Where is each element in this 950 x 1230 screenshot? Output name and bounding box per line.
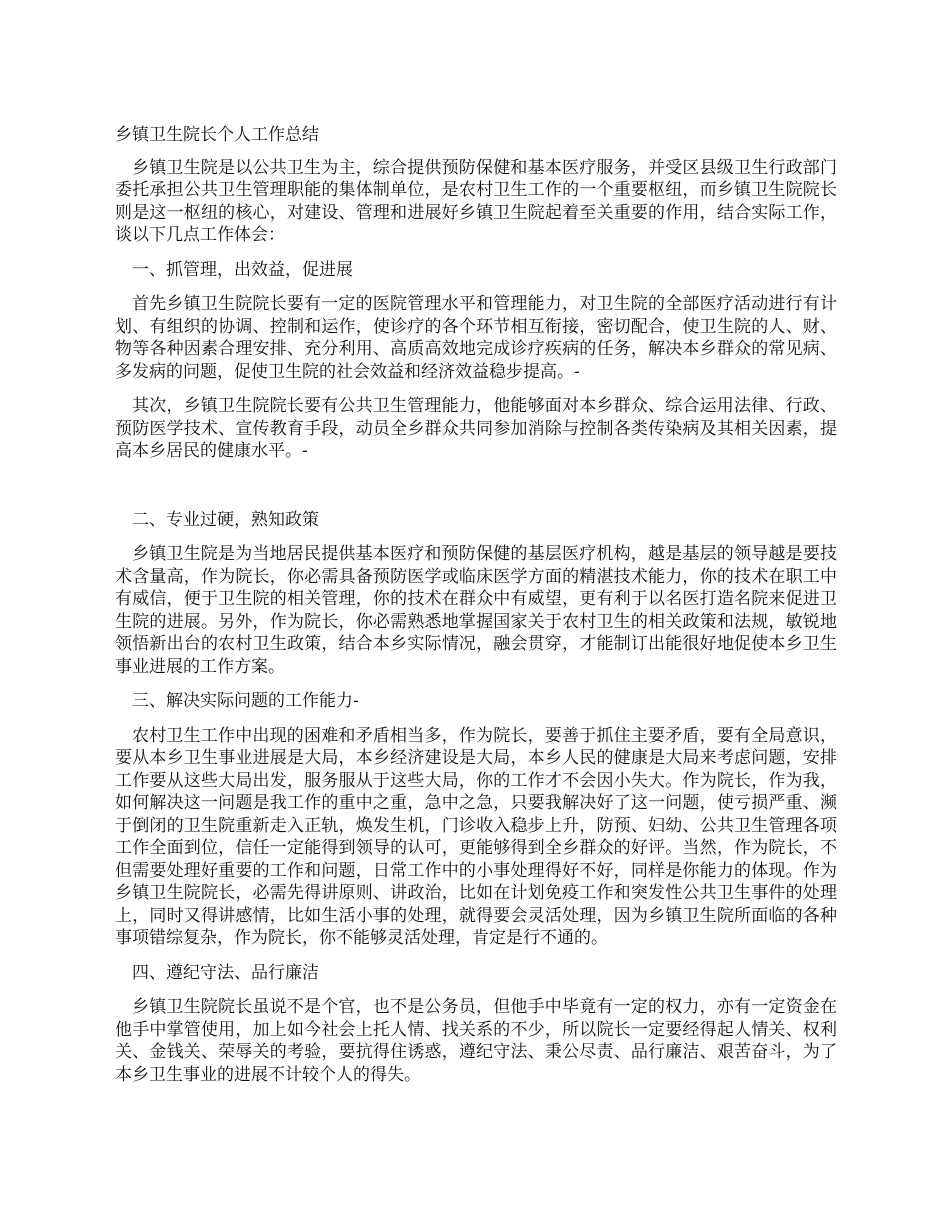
intro-paragraph: 乡镇卫生院是以公共卫生为主，综合提供预防保健和基本医疗服务，并受区县级卫生行政部门委托承担公共卫生管理职能的集体制单位，是农村卫生工作的一个重要枢纽，而乡镇卫生院院长则是这一枢纽的核心，对建设、管理和进展好乡镇卫生院起着至关重要的作用，结合实际工作，谈以下几点工作体会： [115, 157, 837, 245]
document-body [115, 124, 837, 1098]
section-3-paragraph-1: 农村卫生工作中出现的困难和矛盾相当多，作为院长，要善于抓住主要矛盾，要有全局意识，要从本乡卫生事业进展是大局，本乡经济建设是大局，本乡人民的健康是大局来考虑问题，安排工作要从这些大局出发，服务服从于这些大局，你的工作才不会因小失大。作为院长，作为我，如何解决这一问题是我工作的重中之重，急中之急，只要我解决好了这一问题，使亏损严重、濒于倒闭的卫生院重新走入正轨，焕发生机，门诊收入稳步上升，防预、妇幼、公共卫生管理各项工作全面到位，信任一定能得到领导的认可，更能够得到全乡群众的好评。当然，作为院长，不但需要处理好重要的工作和问题，日常工作中的小事处理得好不好，同样是你能力的体现。作为乡镇卫生院院长，必需先得讲原则、讲政治，比如在计划免疫工作和突发性公共卫生事件的处理上，同时又得讲感情，比如生活小事的处理，就得要会灵活处理，因为乡镇卫生院所面临的各种事项错综复杂，作为院长，你不能够灵活处理，肯定是行不通的。 [115, 725, 837, 948]
section-4-heading: 四、遵纪守法、品行廉洁 [132, 962, 319, 983]
document-title: 乡镇卫生院长个人工作总结 [115, 125, 319, 145]
section-2-heading: 二、专业过硬，熟知政策 [132, 509, 319, 530]
section-1-heading: 一、抓管理，出效益，促进展 [132, 259, 353, 280]
section-1-paragraph-1: 首先乡镇卫生院院长要有一定的医院管理水平和管理能力，对卫生院的全部医疗活动进行有计划、有组织的协调、控制和运作，使诊疗的各个环节相互衔接，密切配合，使卫生院的人、财、物等各种因素合理安排、充分利用、高质高效地完成诊疗疾病的任务，解决本乡群众的常见病、多发病的问题，促使卫生院的社会效益和经济效益稳步提高。- [115, 294, 837, 382]
section-1-paragraph-2: 其次，乡镇卫生院院长要有公共卫生管理能力，他能够面对本乡群众、综合运用法律、行政、预防医学技术、宣传教育手段，动员全乡群众共同参加消除与控制各类传染病及其相关因素，提高本乡居民的健康水平。- [115, 396, 837, 461]
blank-gap [115, 475, 837, 509]
section-2-paragraph-1: 乡镇卫生院是为当地居民提供基本医疗和预防保健的基层医疗机构，越是基层的领导越是要技术含量高，作为院长，你必需具备预防医学或临床医学方面的精湛技术能力，你的技术在职工中有威信，便于卫生院的相关管理，你的技术在群众中有威望，更有利于以名医打造名院来促进卫生院的进展。另外，作为院长，你必需熟悉地掌握国家关于农村卫生的相关政策和法规，敏锐地领悟新出台的农村卫生政策，结合本乡实际情况，融会贯穿，才能制订出能很好地促使本乡卫生事业进展的工作方案。 [115, 544, 837, 677]
section-3-heading: 三、解决实际问题的工作能力- [132, 691, 359, 711]
section-4-paragraph-1: 乡镇卫生院院长虽说不是个官，也不是公务员，但他手中毕竟有一定的权力，亦有一定资金在他手中掌管使用，加上如今社会上托人情、找关系的不少，所以院长一定要经得起人情关、权利关、金钱关、荣辱关的考验，要抗得住诱惑，遵纪守法、秉公尽责、品行廉洁、艰苦奋斗，为了本乡卫生事业的进展不计较个人的得失。 [115, 997, 837, 1085]
